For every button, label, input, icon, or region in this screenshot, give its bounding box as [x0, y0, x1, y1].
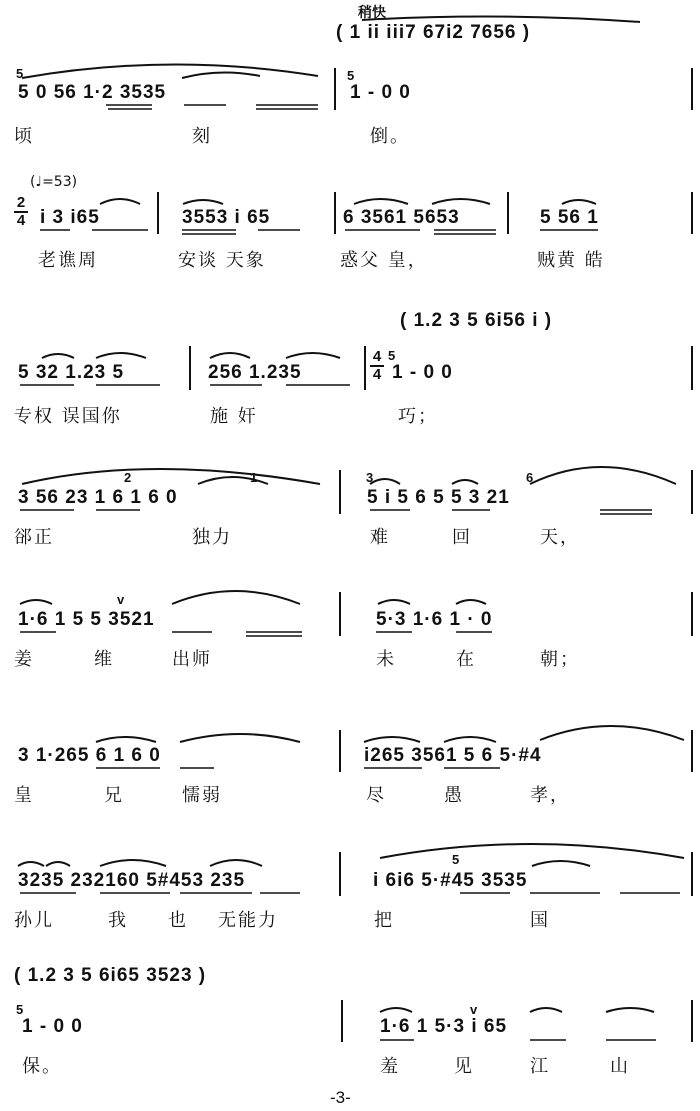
lyric: 国 — [530, 910, 550, 931]
measure-notes: i 6i6 5·#45 3535 — [373, 870, 528, 891]
lyric: 把 — [374, 910, 394, 931]
time-signature-bottom: 4 — [16, 212, 26, 229]
measure-notes: 3 56 23 1 6 1 6 0 — [18, 487, 178, 508]
lyric: 刻 — [192, 126, 212, 147]
measure-notes: 1·6 1 5 5 3521 — [18, 609, 155, 630]
lyric: 维 — [94, 649, 114, 670]
measure-notes: 3 1·265 6 1 6 0 — [18, 745, 161, 766]
grace-note: 2 — [124, 470, 132, 485]
lyric: 兄 — [104, 785, 124, 806]
lyric: 山 — [610, 1056, 630, 1077]
lyric: 我 — [108, 910, 128, 931]
lyric: 懦弱 — [182, 785, 222, 806]
lyric: 尽 — [366, 785, 386, 806]
lyric: 专权 误国你 — [14, 406, 122, 427]
lyric: 也 — [168, 910, 188, 931]
lyric: 无能力 — [218, 910, 278, 931]
lyric: 惑父 皇， — [340, 250, 428, 271]
lyric: 孙儿 — [14, 910, 54, 931]
grace-note: 5 — [347, 68, 355, 83]
measure-notes: 1·6 1 5·3 i 65 — [380, 1016, 508, 1037]
grace-note: 5 — [452, 852, 460, 867]
time-signature-bottom: 4 — [372, 366, 382, 383]
measure-notes: 1 - 0 0 — [392, 362, 453, 383]
lyric: 倒。 — [370, 126, 410, 147]
intro-notes-row1: ( 1 ii iii7 67i2 7656 ) — [336, 22, 531, 43]
lyric: 朝； — [540, 649, 580, 670]
measure-notes: 5·3 1·6 1 · 0 — [376, 609, 493, 630]
lyric: 在 — [456, 649, 476, 670]
lyric: 江 — [530, 1056, 550, 1077]
metronome-marking: (♩=53) — [30, 174, 78, 190]
intro-notes-row8: ( 1.2 3 5 6i65 3523 ) — [14, 965, 207, 986]
lyric: 未 — [376, 649, 396, 670]
lyric: 皇 — [14, 785, 34, 806]
lyric: 老谯周 — [38, 250, 98, 271]
measure-notes: 256 1.235 — [208, 362, 302, 383]
measure-notes: i265 3561 5 6 5·#4 — [364, 745, 542, 766]
measure-notes: 3235 232160 5#453 235 — [18, 870, 246, 891]
grace-note: 1 — [250, 470, 258, 485]
lyric: 保。 — [22, 1056, 62, 1077]
breath-mark: v — [470, 1002, 478, 1017]
lyric: 独力 — [192, 527, 232, 548]
measure-notes: 5 56 1 — [540, 207, 599, 228]
grace-note: 5 — [16, 1002, 24, 1017]
tempo-marking: 稍快 — [358, 5, 386, 21]
time-signature — [14, 196, 28, 228]
lyric: 难 — [370, 527, 390, 548]
time-signature-top: 2 — [16, 194, 26, 211]
lyric: 孝， — [530, 785, 570, 806]
measure-notes: 1 - 0 0 — [350, 82, 411, 103]
lyric: 郤正 — [14, 527, 54, 548]
time-signature-top: 4 — [372, 348, 382, 365]
intro-notes-row3: ( 1.2 3 5 6i56 i ) — [400, 310, 553, 331]
lyric: 见 — [454, 1056, 474, 1077]
grace-note: 5 — [388, 348, 396, 363]
lyric: 愚 — [444, 785, 464, 806]
lyric: 顷 — [14, 126, 34, 147]
grace-note: 3 — [366, 470, 374, 485]
lyric: 安谈 天象 — [178, 250, 266, 271]
measure-notes: 5 i 5 6 5 5 3 21 — [367, 487, 510, 508]
measure-notes: 5 32 1.23 5 — [18, 362, 125, 383]
page-number: -3- — [330, 1088, 351, 1107]
lyric: 出师 — [172, 649, 212, 670]
breath-mark: v — [117, 592, 125, 607]
time-signature — [370, 350, 384, 382]
lyric: 回 — [452, 527, 472, 548]
measure-notes: 1 - 0 0 — [22, 1016, 83, 1037]
grace-note: 5 — [16, 66, 24, 81]
lyric: 天， — [540, 527, 580, 548]
measure-notes: 3553 i 65 — [182, 207, 271, 228]
measure-notes: i 3 i65 — [40, 207, 100, 228]
grace-note: 6 — [526, 470, 534, 485]
measure-notes: 6 3561 5653 — [343, 207, 460, 228]
measure-notes: 5 0 56 1·2 3535 — [18, 82, 167, 103]
lyric: 羞 — [380, 1056, 400, 1077]
lyric: 贼黄 皓 — [537, 250, 605, 271]
lyric: 施 奸 — [210, 406, 258, 427]
lyric: 姜 — [14, 649, 34, 670]
lyric: 巧； — [398, 406, 438, 427]
